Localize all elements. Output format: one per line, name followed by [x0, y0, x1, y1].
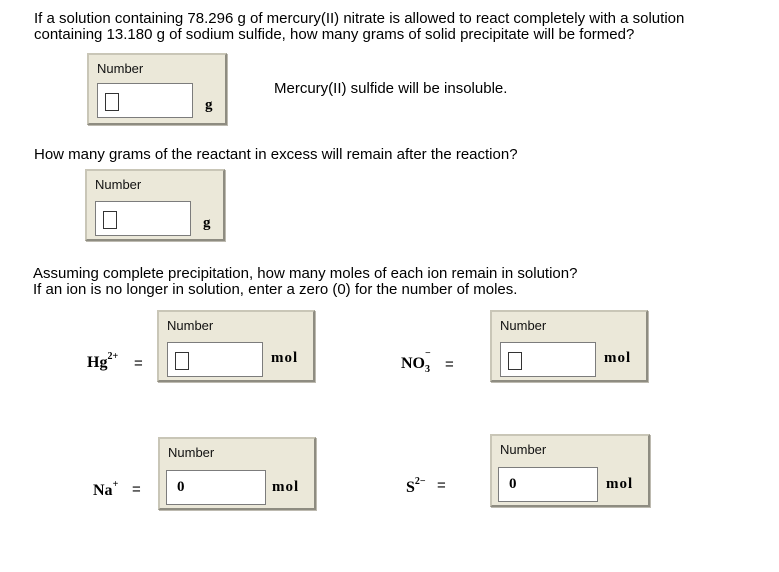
equals-sign: = [437, 477, 446, 494]
s-moles-input[interactable] [498, 467, 598, 502]
answer-box-na [158, 437, 316, 510]
equals-sign: = [134, 355, 143, 372]
na-moles-input[interactable] [166, 470, 266, 505]
unit-mol: mol [271, 350, 299, 366]
ion-label-na [93, 479, 118, 500]
equals-sign: = [132, 481, 141, 498]
question-2-text [34, 147, 518, 163]
ion-charge: 2− [414, 476, 426, 487]
empty-entry-icon [508, 352, 522, 370]
ion-charge: − [425, 348, 431, 359]
question-1-line-1: If a solution containing 78.296 g of mercury(II) nitrate is allowed to react completely with a solution [34, 10, 685, 27]
answer-box-no3 [490, 310, 648, 382]
unit-mol: mol [272, 479, 300, 495]
number-label: Number [500, 318, 547, 333]
question-3-line-1: Assuming complete precipitation, how many moles of each ion remain in solution? [33, 265, 578, 282]
input-value: 0 [509, 476, 517, 492]
ion-symbol: Na [93, 482, 113, 499]
answer-box-hg [157, 310, 315, 382]
answer-box-s [490, 434, 650, 507]
unit-mol: mol [604, 350, 632, 366]
question-2-line: How many grams of the reactant in excess will remain after the reaction? [34, 146, 518, 163]
ion-symbol: Hg [87, 354, 108, 371]
ion-label-s [406, 476, 426, 497]
excess-grams-input[interactable] [95, 201, 191, 236]
empty-entry-icon [103, 211, 117, 229]
insoluble-note: Mercury(II) sulfide will be insoluble. [274, 80, 508, 97]
unit-grams: g [205, 97, 214, 113]
precipitate-grams-input[interactable] [97, 83, 193, 118]
question-1-line-2: containing 13.180 g of sodium sulfide, how many grams of solid precipitate will be formed? [34, 26, 635, 43]
number-label: Number [168, 445, 215, 460]
hg-moles-input[interactable] [167, 342, 263, 377]
question-3-text [33, 266, 577, 298]
equals-sign: = [445, 356, 454, 373]
number-label: Number [97, 61, 144, 76]
ion-charge: 2+ [107, 351, 119, 362]
unit-mol: mol [606, 476, 634, 492]
ion-label-hg [87, 351, 118, 372]
input-value: 0 [177, 479, 185, 495]
question-3-line-2: If an ion is no longer in solution, enter a zero (0) for the number of moles. [33, 281, 518, 298]
number-label: Number [500, 442, 547, 457]
empty-entry-icon [105, 93, 119, 111]
ion-label-no3 [401, 348, 433, 375]
unit-grams: g [203, 215, 212, 231]
ion-symbol: S [406, 479, 415, 496]
answer-box-excess [85, 169, 225, 241]
ion-symbol: NO [401, 355, 425, 372]
answer-box-precipitate [87, 53, 227, 125]
empty-entry-icon [175, 352, 189, 370]
no3-moles-input[interactable] [500, 342, 596, 377]
number-label: Number [95, 177, 142, 192]
number-label: Number [167, 318, 214, 333]
ion-charge: + [112, 479, 119, 490]
question-1-text [34, 11, 684, 43]
ion-subscript: 3 [425, 364, 430, 375]
